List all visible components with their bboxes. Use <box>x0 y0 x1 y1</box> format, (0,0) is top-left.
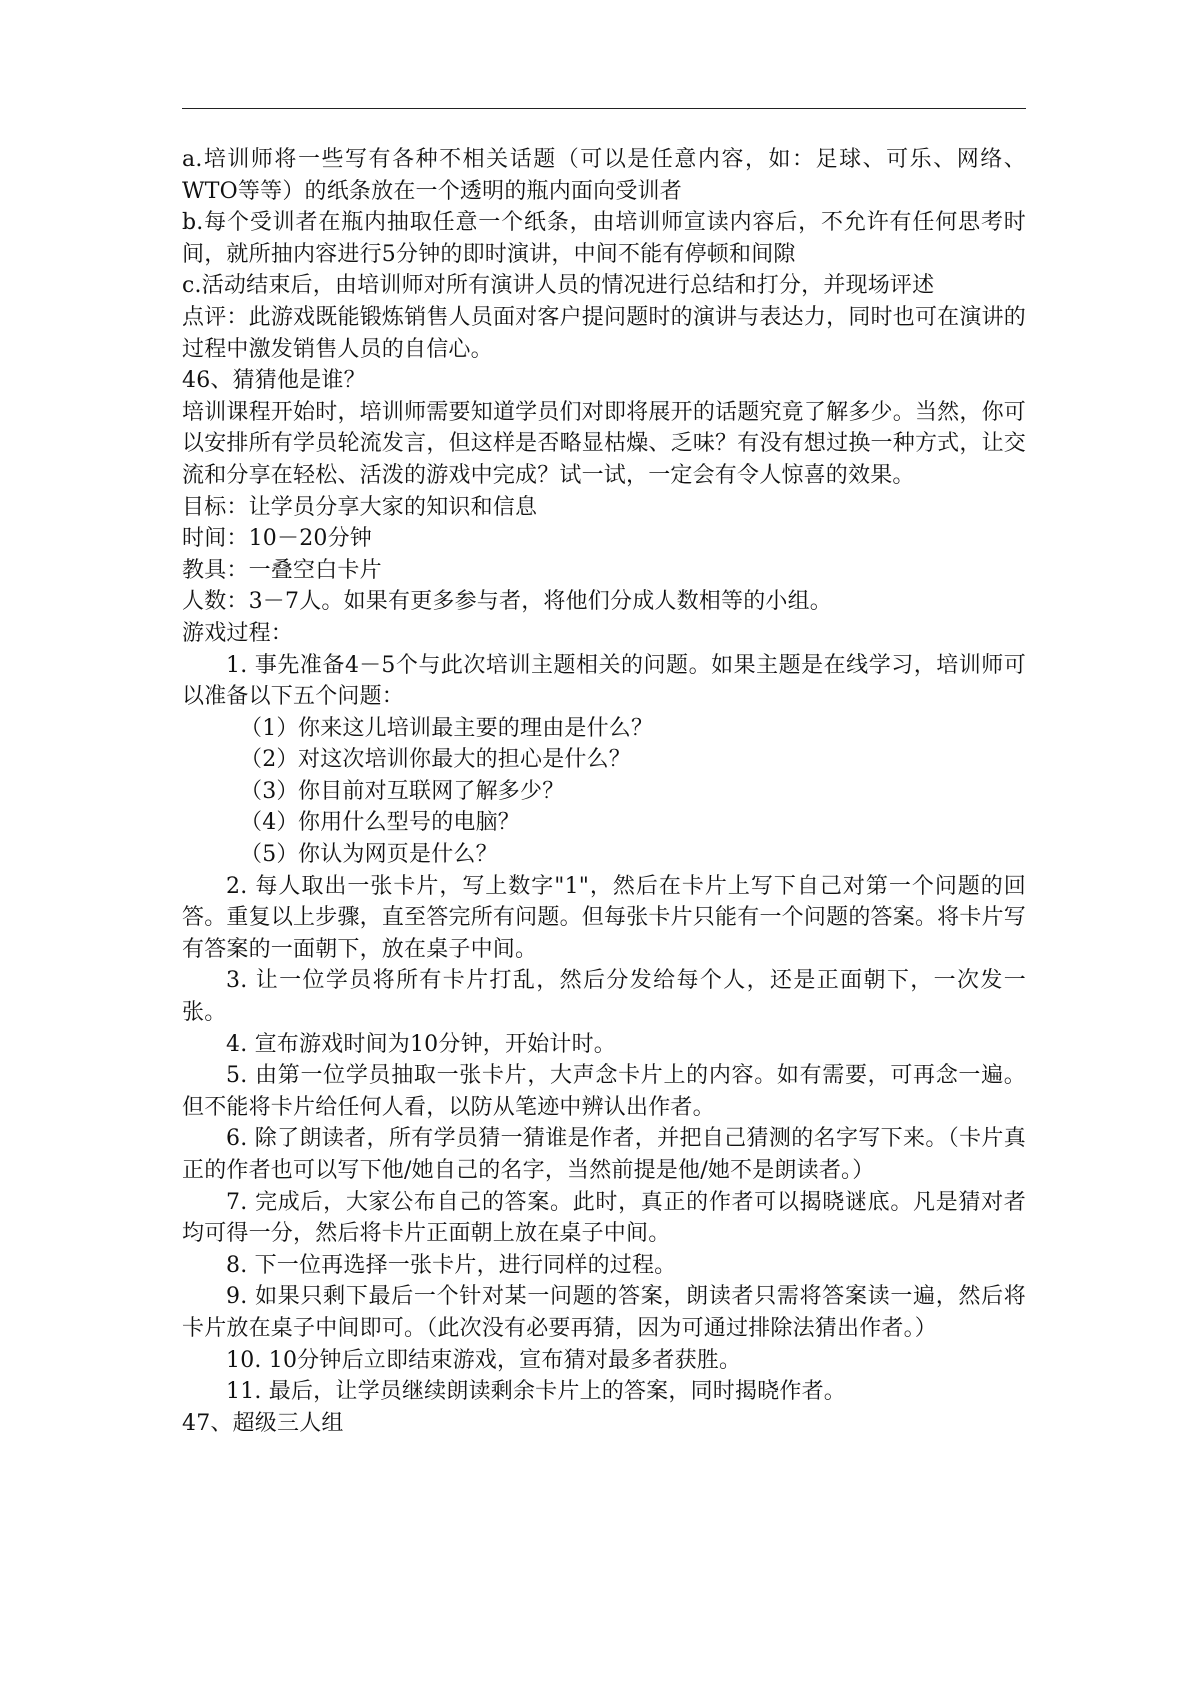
sub-question-number: （4） <box>240 810 299 836</box>
paragraph: 46、猜猜他是谁？ <box>182 368 366 394</box>
sub-question-text: 你用什么型号的电脑？ <box>298 810 521 836</box>
paragraph: 7. 完成后，大家公布自己的答案。此时，真正的作者可以揭晓谜底。凡是猜对者均可得一分，然后将卡片正面朝上放在桌子中间。 <box>182 1189 1026 1247</box>
sub-question-number: （2） <box>240 747 299 773</box>
sub-question <box>182 744 1026 776</box>
sub-question <box>182 807 1026 839</box>
paragraph: 6. 除了朗读者，所有学员猜一猜谁是作者，并把自己猜测的名字写下来。（卡片真正的作者也可以写下他/她自己的名字，当然前提是他/她不是朗读者。） <box>182 1126 1026 1183</box>
paragraph: c.活动结束后，由培训师对所有演讲人员的情况进行总结和打分，并现场评述 <box>182 273 935 299</box>
paragraph: 点评：此游戏既能锻炼销售人员面对客户提问题时的演讲与表达力，同时也可在演讲的过程中激发销售人员的自信心。 <box>182 304 1026 362</box>
paragraph: 时间：10－20分钟 <box>182 526 372 552</box>
paragraph: 3. 让一位学员将所有卡片打乱，然后分发给每个人，还是正面朝下，一次发一张。 <box>182 968 1026 1026</box>
paragraph: 2. 每人取出一张卡片，写上数字"1"，然后在卡片上写下自己对第一个问题的回答。重复以上步骤，直至答完所有问题。但每张卡片只能有一个问题的答案。将卡片写有答案的一面朝下，放在桌子中间。 <box>182 873 1026 962</box>
sub-question-number: （1） <box>240 715 299 741</box>
paragraph: b.每个受训者在瓶内抽取任意一个纸条，由培训师宣读内容后，不允许有任何思考时间，就所抽内容进行5分钟的即时演讲，中间不能有停顿和间隙 <box>182 210 1026 267</box>
document-body <box>182 144 1026 1439</box>
paragraph: 5. 由第一位学员抽取一张卡片，大声念卡片上的内容。如有需要，可再念一遍。但不能将卡片给任何人看，以防从笔迹中辨认出作者。 <box>182 1063 1026 1120</box>
sub-question-number: （5） <box>240 842 299 868</box>
sub-question <box>182 839 1026 871</box>
paragraph: 9. 如果只剩下最后一个针对某一问题的答案，朗读者只需将答案读一遍，然后将卡片放在桌子中间即可。（此次没有必要再猜，因为可通过排除法猜出作者。） <box>182 1284 1026 1341</box>
paragraph: 培训课程开始时，培训师需要知道学员们对即将展开的话题究竟了解多少。当然，你可以安排所有学员轮流发言，但这样是否略显枯燥、乏味？有没有想过换一种方式，让交流和分享在轻松、活泼的游戏中完成？试一试，一定会有令人惊喜的效果。 <box>182 399 1026 488</box>
paragraph: 47、超级三人组 <box>182 1410 344 1436</box>
paragraph: 8. 下一位再选择一张卡片，进行同样的过程。 <box>226 1252 677 1278</box>
paragraph: 10. 10分钟后立即结束游戏，宣布猜对最多者获胜。 <box>226 1347 742 1373</box>
sub-question-text: 你目前对互联网了解多少？ <box>298 778 565 804</box>
paragraph: a.培训师将一些写有各种不相关话题（可以是任意内容，如：足球、可乐、网络、WTO等等）的纸条放在一个透明的瓶内面向受训者 <box>182 147 1026 204</box>
header-rule <box>182 108 1026 109</box>
paragraph: 4. 宣布游戏时间为10分钟，开始计时。 <box>226 1031 616 1057</box>
paragraph: 游戏过程： <box>182 620 294 646</box>
paragraph: 教具：一叠空白卡片 <box>182 557 382 583</box>
sub-question <box>182 776 1026 808</box>
paragraph: 人数：3－7人。如果有更多参与者，将他们分成人数相等的小组。 <box>182 589 832 615</box>
sub-question-number: （3） <box>240 778 299 804</box>
sub-question <box>182 713 1026 745</box>
paragraph: 1. 事先准备4－5个与此次培训主题相关的问题。如果主题是在线学习，培训师可以准备以下五个问题： <box>182 652 1026 710</box>
paragraph: 11. 最后，让学员继续朗读剩余卡片上的答案，同时揭晓作者。 <box>226 1379 846 1405</box>
sub-question-text: 你认为网页是什么？ <box>298 842 498 868</box>
paragraph: 目标：让学员分享大家的知识和信息 <box>182 494 538 520</box>
sub-question-text: 对这次培训你最大的担心是什么？ <box>298 747 632 773</box>
sub-question-text: 你来这儿培训最主要的理由是什么？ <box>298 715 654 741</box>
